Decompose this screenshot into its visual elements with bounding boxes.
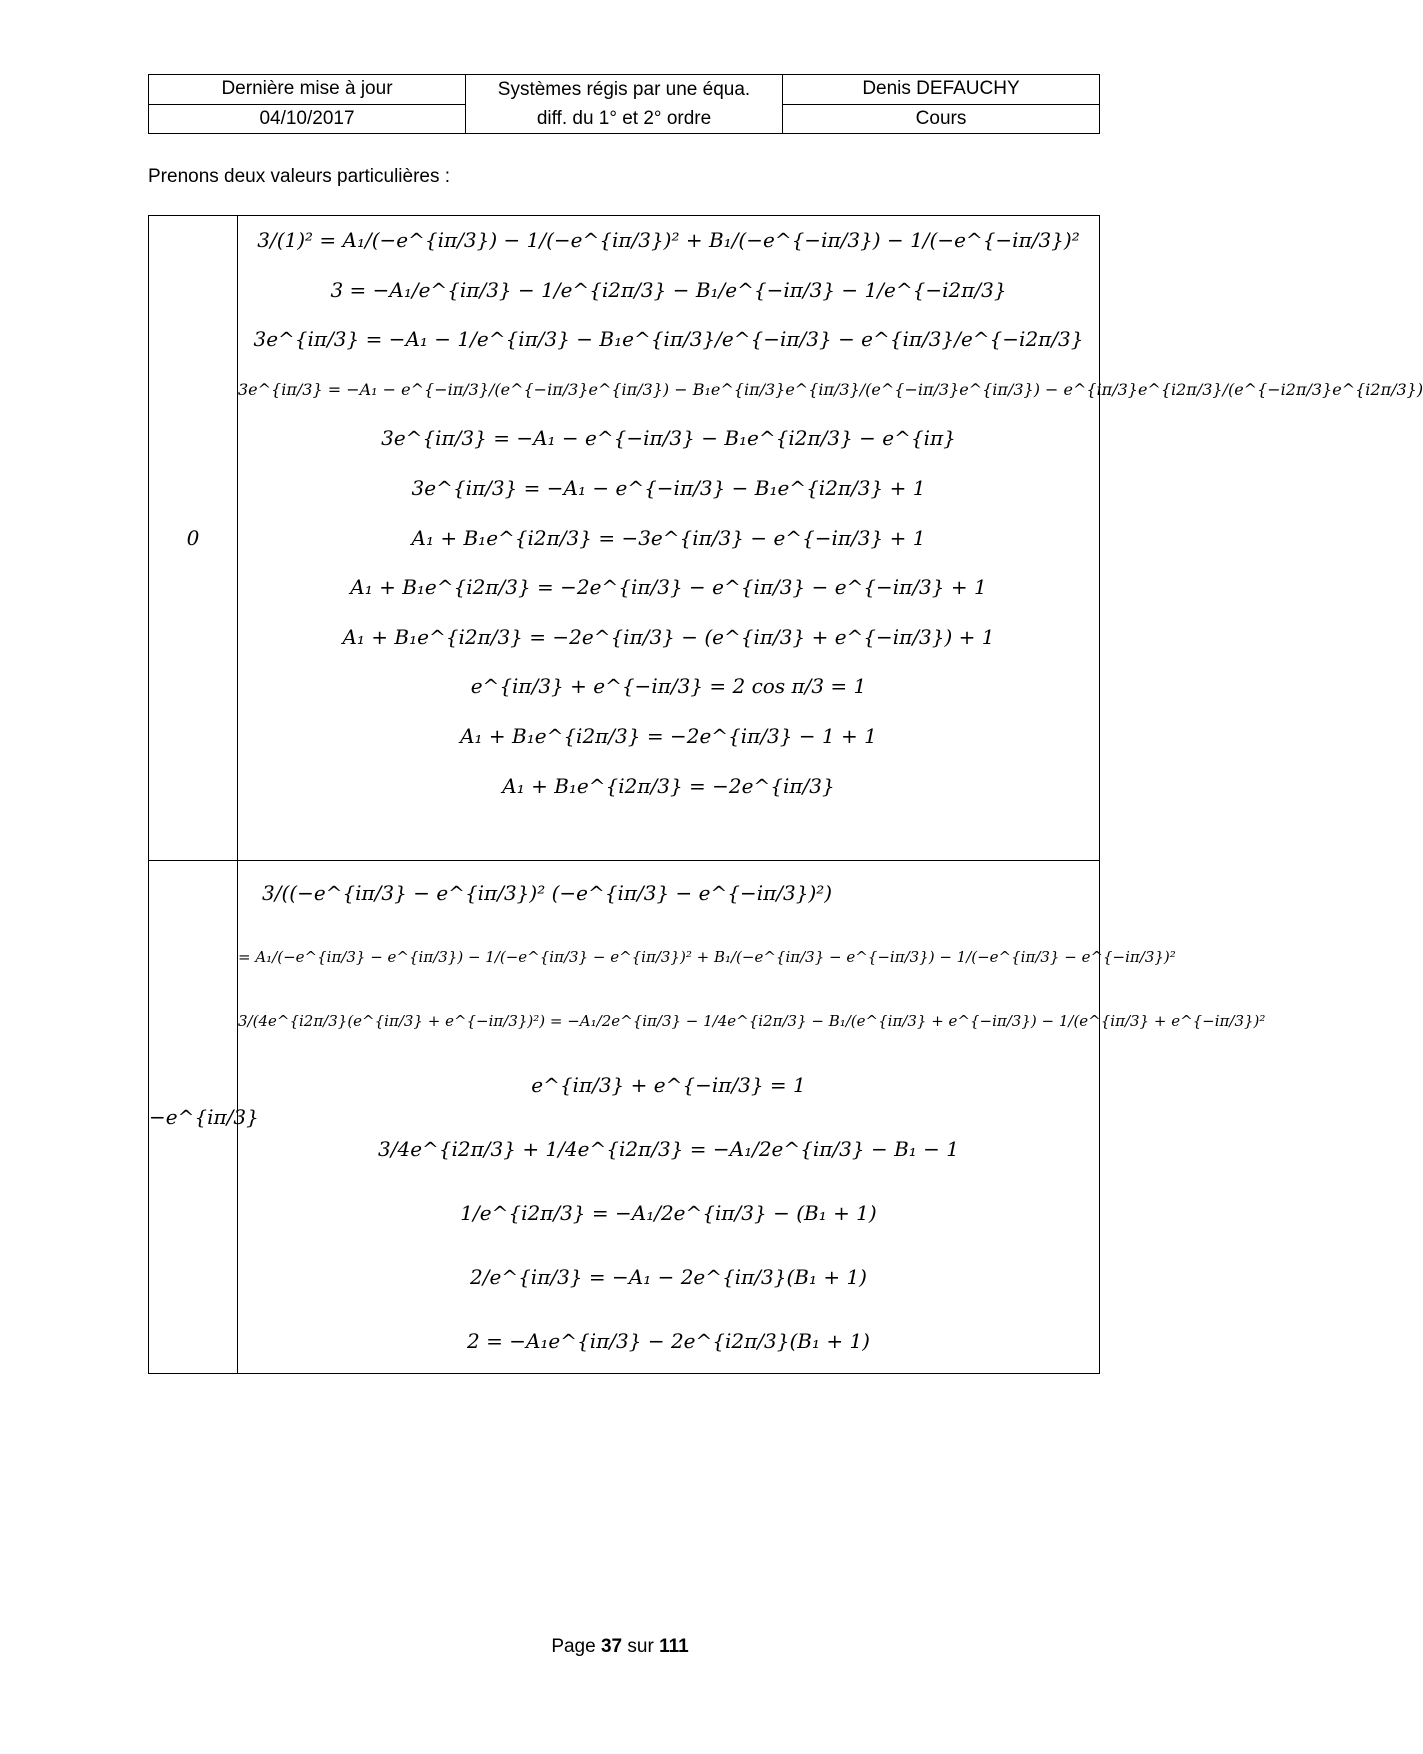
intro-text: Prenons deux valeurs particulières : [148, 166, 451, 187]
row-label: −e^{iπ/3} [149, 861, 238, 1374]
page-number: 37 [600, 1636, 623, 1657]
equation-line: = A₁/(−e^{iπ/3} − e^{iπ/3}) − 1/(−e^{iπ/3} − e^{iπ/3})² + B₁/(−e^{iπ/3} − e^{−iπ/3}) − 1/(−e^{iπ/3} − e^{−iπ/3})² [238, 948, 1176, 966]
document-type: Cours [783, 104, 1100, 134]
header-table [148, 74, 1100, 134]
equation-line: A₁ + B₁e^{i2π/3} = −2e^{iπ/3} [502, 773, 835, 798]
equation-line: e^{iπ/3} + e^{−iπ/3} = 1 [531, 1073, 806, 1097]
equation-line: 3/4e^{i2π/3} + 1/4e^{i2π/3} = −A₁/2e^{iπ/3} − B₁ − 1 [378, 1137, 959, 1161]
equation-cell [238, 861, 1266, 1374]
equation-line: 3/((−e^{iπ/3} − e^{iπ/3})² (−e^{iπ/3} − e^{−iπ/3})²) [262, 881, 833, 905]
title-line-2: diff. du 1° et 2° ordre [536, 108, 712, 129]
of-label: sur [627, 1636, 654, 1657]
equation-line: 3 = −A₁/e^{iπ/3} − 1/e^{i2π/3} − B₁/e^{−iπ/3} − 1/e^{−i2π/3} [330, 277, 1007, 302]
table-row [149, 216, 1100, 861]
title-line-1: Systèmes régis par une équa. [497, 79, 751, 100]
equation-line: 3e^{iπ/3} = −A₁ − e^{−iπ/3} − B₁e^{i2π/3} − e^{iπ} [381, 426, 956, 451]
last-update-label: Dernière mise à jour [149, 75, 466, 105]
author-name: Denis DEFAUCHY [783, 75, 1100, 105]
equation-line: A₁ + B₁e^{i2π/3} = −3e^{iπ/3} − e^{−iπ/3} + 1 [411, 525, 926, 550]
page-label: Page [551, 1636, 596, 1657]
equation-line: 3/(4e^{i2π/3}(e^{iπ/3} + e^{−iπ/3})²) = −A₁/2e^{iπ/3} − 1/4e^{i2π/3} − B₁/(e^{iπ/3} + e^{−iπ/3}) − 1/(e^{iπ/3} + e^{−iπ/3})² [238, 1012, 1266, 1030]
update-date: 04/10/2017 [149, 104, 466, 134]
document-title [466, 75, 783, 134]
equation-line: 3e^{iπ/3} = −A₁ − 1/e^{iπ/3} − B₁e^{iπ/3}/e^{−iπ/3} − e^{iπ/3}/e^{−i2π/3} [253, 327, 1084, 352]
equation-line: 3/(1)² = A₁/(−e^{iπ/3}) − 1/(−e^{iπ/3})² + B₁/(−e^{−iπ/3}) − 1/(−e^{−iπ/3})² [257, 228, 1080, 252]
equation-line: 3e^{iπ/3} = −A₁ − e^{−iπ/3} − B₁e^{i2π/3} + 1 [411, 475, 926, 500]
equation-line: A₁ + B₁e^{i2π/3} = −2e^{iπ/3} − 1 + 1 [460, 723, 877, 748]
equation-line: 3e^{iπ/3} = −A₁ − e^{−iπ/3}/(e^{−iπ/3}e^{iπ/3}) − B₁e^{iπ/3}e^{iπ/3}/(e^{−iπ/3}e^{iπ/3}) − e^{iπ/3}e^{i2π/3}/(e^{−i2π/3}e^{i2π/3}) [238, 379, 1423, 399]
equation-line: 2/e^{iπ/3} = −A₁ − 2e^{iπ/3}(B₁ + 1) [470, 1265, 867, 1289]
page-total: 111 [659, 1636, 689, 1657]
table-row [149, 861, 1100, 1374]
equation-cell [238, 216, 1423, 861]
equation-line: e^{iπ/3} + e^{−iπ/3} = 2 cos π/3 = 1 [470, 674, 867, 699]
page-footer [0, 1636, 1240, 1658]
calculation-table [148, 215, 1423, 1374]
equation-line: A₁ + B₁e^{i2π/3} = −2e^{iπ/3} − e^{iπ/3} − e^{−iπ/3} + 1 [350, 575, 987, 600]
equation-line: 1/e^{i2π/3} = −A₁/2e^{iπ/3} − (B₁ + 1) [460, 1201, 877, 1225]
equation-line: A₁ + B₁e^{i2π/3} = −2e^{iπ/3} − (e^{iπ/3} + e^{−iπ/3}) + 1 [342, 624, 995, 649]
equation-line: 2 = −A₁e^{iπ/3} − 2e^{i2π/3}(B₁ + 1) [467, 1329, 870, 1353]
row-label: 0 [149, 216, 238, 861]
